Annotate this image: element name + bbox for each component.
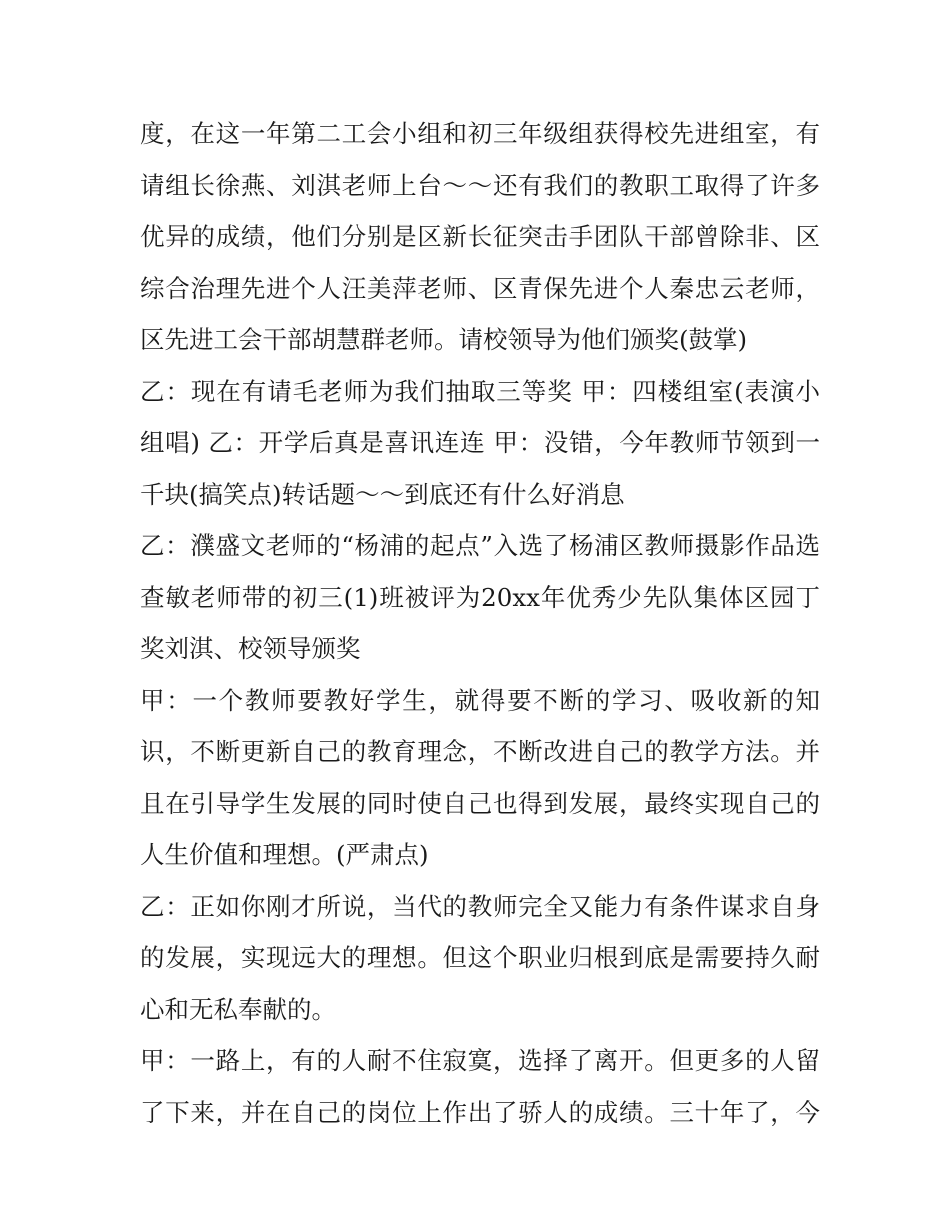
text-line: 请组长徐燕、刘淇老师上台～～还有我们的教职工取得了许多 <box>140 170 820 200</box>
text-line: 千块(搞笑点)转话题～～到底还有什么好消息 <box>140 479 625 509</box>
text-line: 度，在这一年第二工会小组和初三年级组获得校先进组室，有 <box>140 119 820 148</box>
text-line: 甲：一个教师要教好学生，就得要不断的学习、吸收新的知 <box>140 685 820 715</box>
text-line: 识，不断更新自己的教育理念，不断改进自己的教学方法。并 <box>140 737 820 766</box>
text-line: 的发展，实现远大的理想。但这个职业归根到底是需要持久耐 <box>140 943 820 972</box>
text-line: 区先进工会干部胡慧群老师。请校领导为他们颁奖(鼓掌) <box>140 325 748 354</box>
text-line: 人生价值和理想。(严肃点) <box>140 840 429 869</box>
text-line: 心和无私奉献的。 <box>140 994 336 1024</box>
document-body <box>140 108 820 1138</box>
text-line: 查敏老师带的初三(1)班被评为20xx年优秀少先队集体区园丁 <box>140 582 820 612</box>
text-line: 乙：濮盛文老师的“杨浦的起点”入选了杨浦区教师摄影作品选 <box>140 531 820 560</box>
text-line: 了下来，并在自己的岗位上作出了骄人的成绩。三十年了，今 <box>140 1097 820 1127</box>
text-line: 优异的成绩，他们分别是区新长征突击手团队干部曾除非、区 <box>140 222 820 251</box>
text-line: 且在引导学生发展的同时使自己也得到发展，最终实现自己的 <box>140 788 820 818</box>
text-line: 甲：一路上，有的人耐不住寂寞，选择了离开。但更多的人留 <box>140 1046 820 1075</box>
text-line: 综合治理先进个人汪美萍老师、区青保先进个人秦忠云老师， <box>140 273 820 303</box>
text-line: 奖刘淇、校领导颁奖 <box>140 634 361 663</box>
text-line: 组唱) 乙：开学后真是喜讯连连 甲：没错，今年教师节领到一 <box>140 428 820 457</box>
text-line: 乙：正如你刚才所说，当代的教师完全又能力有条件谋求自身 <box>140 891 820 921</box>
text-line: 乙：现在有请毛老师为我们抽取三等奖 甲：四楼组室(表演小 <box>140 376 820 406</box>
